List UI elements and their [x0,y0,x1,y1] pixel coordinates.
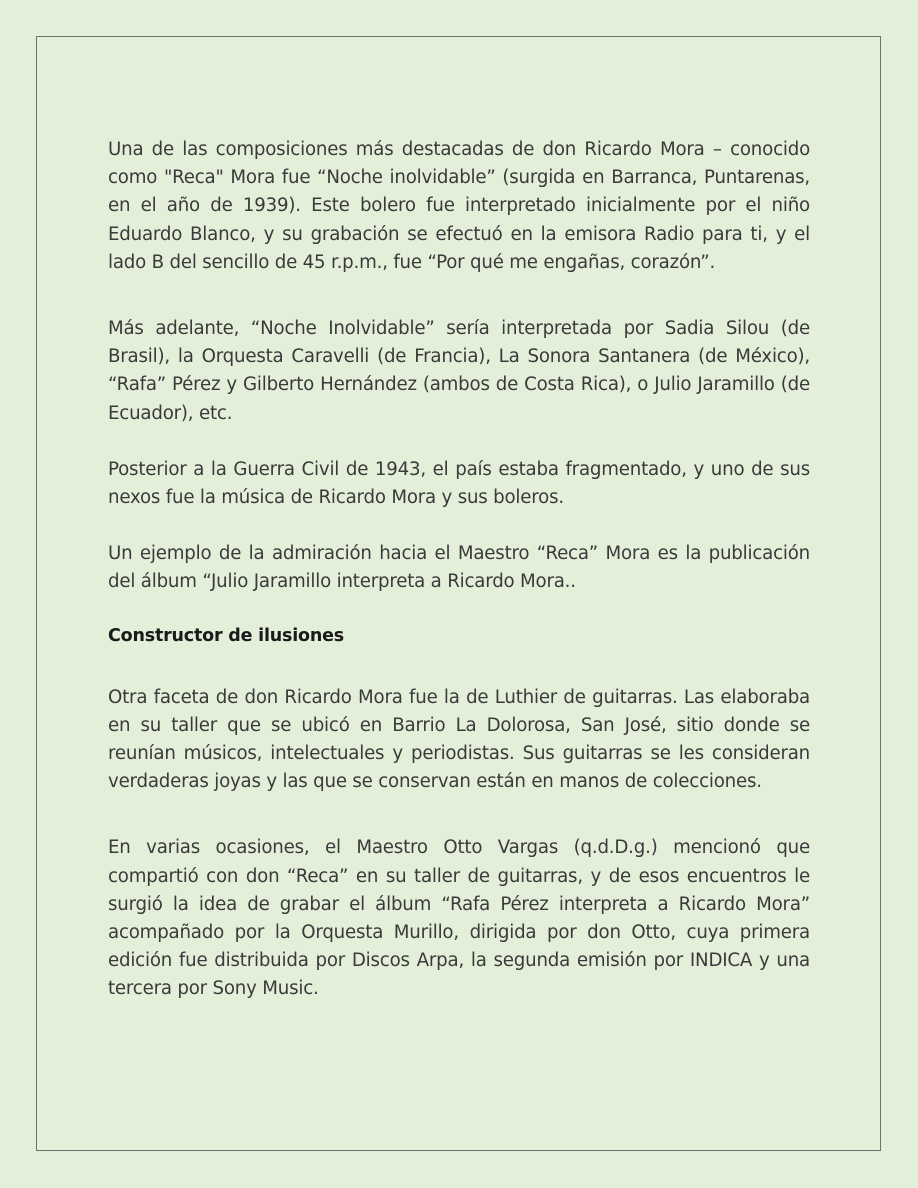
paragraph-otto-vargas: En varias ocasiones, el Maestro Otto Vargas (q.d.D.g.) mencionó que compartió con don “Reca” en su taller de guitarras, y de esos encuentros le surgió la idea de grabar el álbum “Rafa Pérez interpreta a Ricardo Mora” acompañado por la Orquesta Murillo, dirigida por don Otto, cuya primera edición fue distribuida por Discos Arpa, la segunda emisión por INDICA y una tercera por Sony Music. [108,837,810,1000]
document-body [108,136,810,1004]
paragraph-julio-jaramillo: Un ejemplo de la admiración hacia el Maestro “Reca” Mora es la publicación del álbum “Julio Jaramillo interpreta a Ricardo Mora.. [108,543,810,593]
paragraph-guerra-civil: Posterior a la Guerra Civil de 1943, el país estaba fragmentado, y uno de sus nexos fue la música de Ricardo Mora y sus boleros. [108,458,810,509]
section-heading: Constructor de ilusiones [108,625,345,646]
paragraph-noche-inolvidable: Una de las composiciones más destacadas de don Ricardo Mora – conocido como "Reca" Mora fue “Noche inolvidable” (surgida en Barranca, Puntarenas, en el año de 1939). Este bolero fue interpretado inicialmente por el niño Eduardo Blanco, y su grabación se efectuó en la emisora Radio para ti, y el lado B del sencillo de 45 r.p.m., fue “Por qué me engañas, corazón”. [108,139,810,273]
paragraph-luthier: Otra faceta de don Ricardo Mora fue la de Luthier de guitarras. Las elaboraba en su taller que se ubicó en Barrio La Dolorosa, San José, sitio donde se reunían músicos, intelectuales y periodistas. Sus guitarras se les consideran verdaderas joyas y las que se conservan están en manos de colecciones. [108,686,810,793]
paragraph-interpretes: Más adelante, “Noche Inolvidable” sería interpretada por Sadia Silou (de Brasil), la Orquesta Caravelli (de Francia), La Sonora Santanera (de México), “Rafa” Pérez y Gilberto Hernández (ambos de Costa Rica), o Julio Jaramillo (de Ecuador), etc. [108,318,810,424]
